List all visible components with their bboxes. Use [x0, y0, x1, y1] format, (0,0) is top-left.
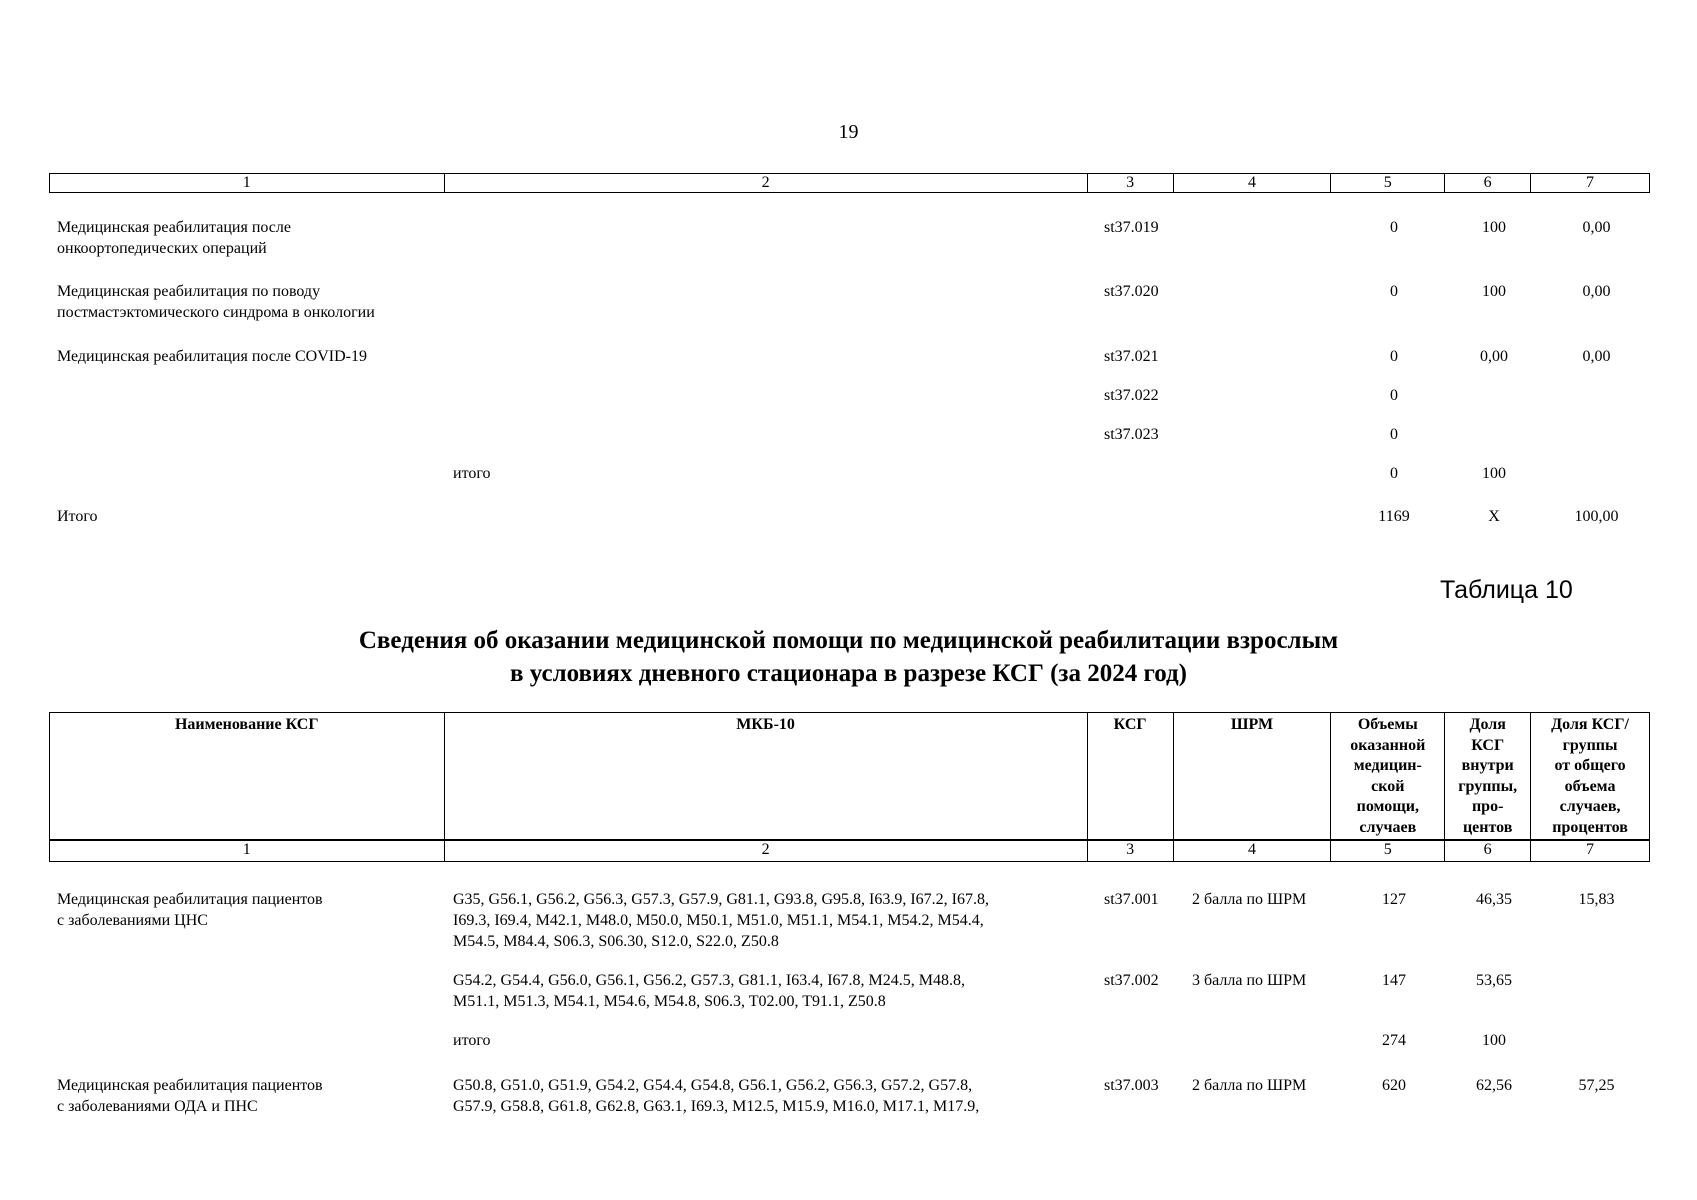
share-total-cell: 15,83 — [1578, 891, 1615, 908]
column-number: 4 — [1173, 174, 1331, 192]
header-volume: Объемы оказанной медицин- ской помощи, случаев — [1330, 713, 1444, 839]
volume-cell: 274 — [1382, 1032, 1406, 1049]
ksg-code-cell: st37.003 — [1104, 1077, 1159, 1094]
column-number: 7 — [1530, 174, 1649, 192]
column-number: 2 — [444, 841, 1087, 861]
mkb-codes-cell: G54.2, G54.4, G56.0, G56.1, G56.2, G57.3, G81.1, I63.4, I67.8, M24.5, M48.8, M51.1, M51.3, M54.1, M54.6, M54.8, S06.3, T02.00, T91.1, Z50.8 — [453, 972, 965, 1010]
volume-cell: 0 — [1390, 387, 1398, 404]
header-ksg-name: Наименование КСГ — [174, 716, 319, 733]
ksg-name-cell: Медицинская реабилитация пациентов с заболеваниями ЦНС — [57, 891, 323, 929]
shrm-cell: 3 балла по ШРМ — [1192, 972, 1307, 989]
column-number: 1 — [242, 174, 251, 191]
ksg-code-cell: st37.021 — [1104, 348, 1159, 365]
table9-column-number-row — [49, 173, 1650, 193]
ksg-name-cell: Медицинская реабилитация по поводу постмастэктомического синдрома в онкологии — [57, 283, 375, 321]
ksg-code-cell: st37.022 — [1104, 387, 1159, 404]
column-number: 3 — [1087, 841, 1173, 861]
total-label: Итого — [57, 508, 98, 525]
share-group-cell: 53,65 — [1476, 972, 1512, 989]
ksg-name-cell: Медицинская реабилитация пациентов с заболеваниями ОДА и ПНС — [57, 1077, 323, 1115]
volume-cell: 0 — [1390, 219, 1398, 236]
column-number: 2 — [444, 174, 1087, 192]
shrm-cell: 2 балла по ШРМ — [1192, 891, 1307, 908]
share-total-cell: 100,00 — [1574, 508, 1619, 525]
subtotal-label: итого — [453, 1032, 491, 1049]
ksg-name-cell: Медицинская реабилитация после COVID-19 — [57, 348, 367, 365]
ksg-code-cell: st37.019 — [1104, 219, 1159, 236]
volume-cell: 0 — [1390, 426, 1398, 443]
subtotal-label: итого — [453, 465, 491, 482]
column-number: 4 — [1173, 841, 1331, 861]
volume-cell: 147 — [1382, 972, 1406, 989]
volume-cell: 1169 — [1378, 508, 1410, 525]
ksg-code-cell: st37.002 — [1104, 972, 1159, 989]
table-title — [0, 624, 1697, 690]
column-number: 7 — [1530, 841, 1649, 861]
table-caption: Таблица 10 — [1440, 576, 1573, 604]
share-total-cell: 0,00 — [1582, 283, 1611, 300]
volume-cell: 0 — [1390, 465, 1398, 482]
header-share-total: Доля КСГ/ группы от общего объема случаев, процентов — [1530, 713, 1649, 839]
table-title-line: в условиях дневного стационара в разрезе КСГ (за 2024 год) — [510, 660, 1187, 687]
column-number: 5 — [1330, 174, 1444, 192]
header-ksg: КСГ — [1087, 713, 1173, 839]
share-group-cell: X — [1488, 508, 1500, 525]
ksg-code-cell: st37.001 — [1104, 891, 1159, 908]
table-title-line: Сведения об оказании медицинской помощи по медицинской реабилитации взрослым — [358, 627, 1339, 654]
header-mkb10: МКБ-10 — [444, 713, 1087, 839]
table10-header — [49, 712, 1650, 840]
share-group-cell: 46,35 — [1476, 891, 1512, 908]
share-group-cell: 100 — [1482, 283, 1506, 300]
ksg-name-cell: Медицинская реабилитация после онкоортопедических операций — [57, 219, 291, 257]
volume-cell: 127 — [1382, 891, 1406, 908]
page-number: 19 — [838, 121, 859, 143]
shrm-cell: 2 балла по ШРМ — [1192, 1077, 1307, 1094]
ksg-code-cell: st37.020 — [1104, 283, 1159, 300]
share-total-cell: 57,25 — [1578, 1077, 1615, 1094]
column-number: 1 — [242, 841, 251, 858]
share-group-cell: 100 — [1482, 1032, 1506, 1049]
header-shrm: ШРМ — [1173, 713, 1331, 839]
share-group-cell: 62,56 — [1476, 1077, 1512, 1094]
column-number: 6 — [1444, 174, 1530, 192]
ksg-code-cell: st37.023 — [1104, 426, 1159, 443]
volume-cell: 0 — [1390, 348, 1398, 365]
volume-cell: 620 — [1382, 1077, 1406, 1094]
header-share-group: Доля КСГ внутри группы, про- центов — [1444, 713, 1530, 839]
column-number: 5 — [1330, 841, 1444, 861]
share-group-cell: 100 — [1482, 219, 1506, 236]
mkb-codes-cell: G35, G56.1, G56.2, G56.3, G57.3, G57.9, G81.1, G93.8, G95.8, I63.9, I67.2, I67.8, I69.3, I69.4, M42.1, M48.0, M50.0, M50.1, M51.0, M51.1, M54.1, M54.2, M54.4, M54.5, M84.4, S06.3, S06.30, S12.0, S22.0, Z50.8 — [453, 891, 989, 950]
column-number: 6 — [1444, 841, 1530, 861]
table10-column-number-row — [49, 840, 1650, 862]
mkb-codes-cell: G50.8, G51.0, G51.9, G54.2, G54.4, G54.8, G56.1, G56.2, G56.3, G57.2, G57.8, G57.9, G58.8, G61.8, G62.8, G63.1, I69.3, M12.5, M15.9, M16.0, M17.1, M17.9, — [453, 1077, 980, 1115]
share-total-cell: 0,00 — [1582, 219, 1611, 236]
share-total-cell: 0,00 — [1582, 348, 1611, 365]
share-group-cell: 0,00 — [1480, 348, 1508, 365]
column-number: 3 — [1087, 174, 1173, 192]
share-group-cell: 100 — [1482, 465, 1506, 482]
volume-cell: 0 — [1390, 283, 1398, 300]
